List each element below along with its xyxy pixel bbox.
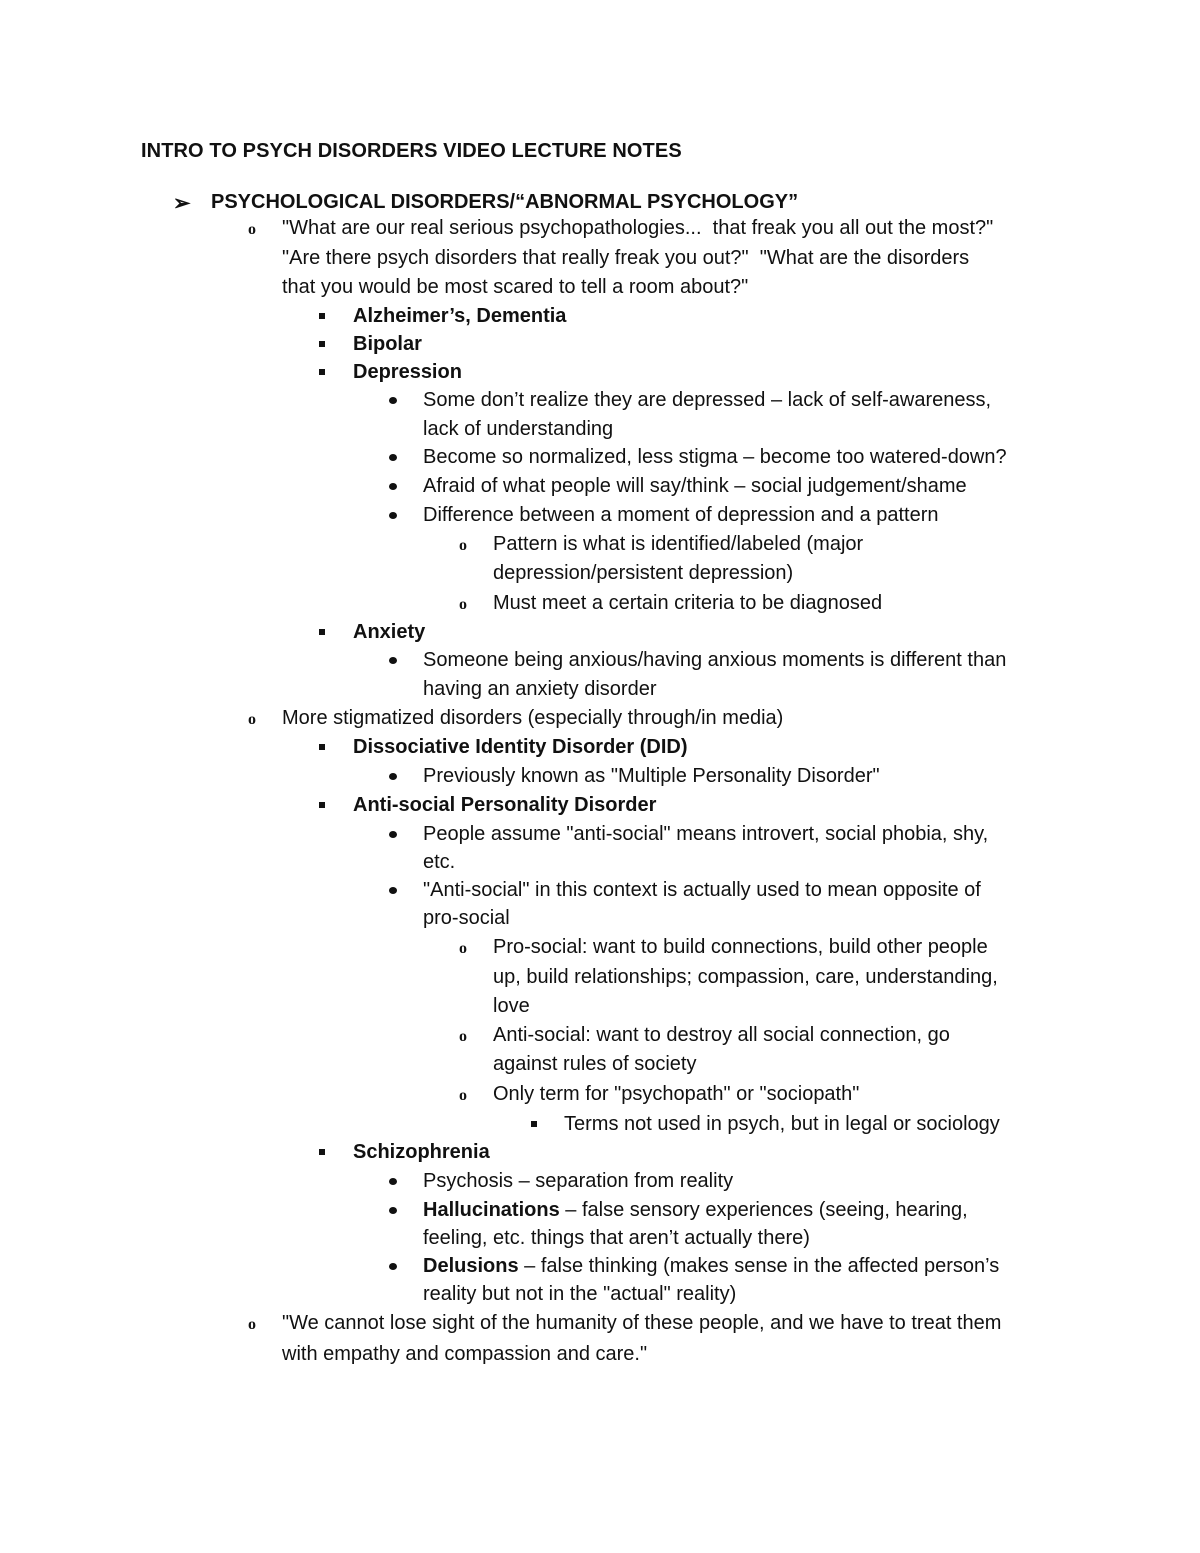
list-item-text: against rules of society — [493, 1053, 697, 1075]
o-bullet-icon: o — [459, 1087, 467, 1104]
o-bullet-icon: o — [459, 1028, 467, 1045]
list-item-text — [423, 1252, 999, 1281]
square-bullet-icon — [319, 313, 325, 319]
list-item-text: "Anti-social" in this context is actually used to mean opposite of — [423, 879, 981, 901]
term-delusions: Delusions — [423, 1255, 519, 1277]
square-bullet-icon — [319, 744, 325, 750]
list-item-text: Some don’t realize they are depressed – lack of self-awareness, — [423, 389, 992, 411]
list-item-text: People assume "anti-social" means introvert, social phobia, shy, — [423, 823, 989, 845]
list-item-text: Must meet a certain criteria to be diagnosed — [493, 592, 883, 614]
list-item-text: Anti-social: want to destroy all social connection, go — [493, 1024, 950, 1046]
list-item-text: Only term for "psychopath" or "sociopath" — [493, 1083, 860, 1105]
o-bullet-icon: o — [459, 537, 467, 554]
term-definition: – false sensory experiences (seeing, hearing, — [559, 1199, 968, 1221]
list-item-text: Terms not used in psych, but in legal or sociology — [564, 1113, 1000, 1135]
term-hallucinations: Hallucinations — [423, 1199, 560, 1221]
list-item-text: "Are there psych disorders that really freak you out?" "What are the disorders — [282, 247, 970, 269]
list-item-text: with empathy and compassion and care." — [282, 1343, 648, 1365]
list-item-text — [423, 1196, 968, 1225]
list-item-text: "We cannot lose sight of the humanity of these people, and we have to treat them — [282, 1312, 1002, 1334]
list-item-text: Become so normalized, less stigma – become too watered-down? — [423, 446, 1007, 468]
square-bullet-icon — [319, 802, 325, 808]
list-item-text: having an anxiety disorder — [423, 678, 657, 700]
square-bullet-icon — [319, 629, 325, 635]
dot-bullet-icon — [389, 1207, 397, 1214]
list-item-text: Difference between a moment of depression and a pattern — [423, 504, 939, 526]
list-item-text: that you would be most scared to tell a room about?" — [282, 276, 749, 298]
square-bullet-icon — [531, 1121, 537, 1127]
o-bullet-icon: o — [248, 711, 256, 728]
dot-bullet-icon — [389, 454, 397, 461]
list-item-text: reality but not in the "actual" reality) — [423, 1283, 737, 1305]
list-item-text: Someone being anxious/having anxious moments is different than — [423, 649, 1007, 671]
dot-bullet-icon — [389, 512, 397, 519]
disorder-heading: Alzheimer’s, Dementia — [353, 305, 567, 327]
disorder-heading: Schizophrenia — [353, 1141, 490, 1163]
list-item-text: love — [493, 995, 530, 1017]
disorder-heading: Anti-social Personality Disorder — [353, 794, 657, 816]
dot-bullet-icon — [389, 483, 397, 490]
o-bullet-icon: o — [248, 221, 256, 238]
list-item-text: Previously known as "Multiple Personality Disorder" — [423, 765, 880, 787]
o-bullet-icon: o — [459, 596, 467, 613]
list-item-text: Pattern is what is identified/labeled (major — [493, 533, 864, 555]
list-item-text: Psychosis – separation from reality — [423, 1170, 734, 1192]
term-definition: – false thinking (makes sense in the affected person’s — [518, 1255, 1000, 1277]
list-item-text: etc. — [423, 851, 456, 873]
dot-bullet-icon — [389, 657, 397, 664]
section-heading: PSYCHOLOGICAL DISORDERS/“ABNORMAL PSYCHOLOGY” — [211, 191, 799, 213]
list-item-text: feeling, etc. things that aren’t actually there) — [423, 1227, 810, 1249]
dot-bullet-icon — [389, 887, 397, 894]
list-item-text: More stigmatized disorders (especially through/in media) — [282, 707, 784, 729]
disorder-heading: Dissociative Identity Disorder (DID) — [353, 736, 688, 758]
dot-bullet-icon — [389, 773, 397, 780]
list-item-text: "What are our real serious psychopathologies... that freak you all out the most?" — [282, 217, 994, 239]
disorder-heading: Bipolar — [353, 333, 422, 355]
o-bullet-icon: o — [248, 1316, 256, 1333]
square-bullet-icon — [319, 341, 325, 347]
document-title: INTRO TO PSYCH DISORDERS VIDEO LECTURE NOTES — [141, 140, 682, 162]
list-item-text: pro-social — [423, 907, 510, 929]
dot-bullet-icon — [389, 1178, 397, 1185]
arrow-bullet-icon: ➢ — [173, 192, 191, 215]
dot-bullet-icon — [389, 831, 397, 838]
disorder-heading: Anxiety — [353, 621, 426, 643]
dot-bullet-icon — [389, 1263, 397, 1270]
list-item-text: lack of understanding — [423, 418, 614, 440]
list-item-text: depression/persistent depression) — [493, 562, 794, 584]
o-bullet-icon: o — [459, 940, 467, 957]
dot-bullet-icon — [389, 397, 397, 404]
list-item-text: up, build relationships; compassion, care, understanding, — [493, 966, 998, 988]
list-item-text: Pro-social: want to build connections, build other people — [493, 936, 988, 958]
disorder-heading: Depression — [353, 361, 462, 383]
square-bullet-icon — [319, 1149, 325, 1155]
square-bullet-icon — [319, 369, 325, 375]
list-item-text: Afraid of what people will say/think – social judgement/shame — [423, 475, 967, 497]
